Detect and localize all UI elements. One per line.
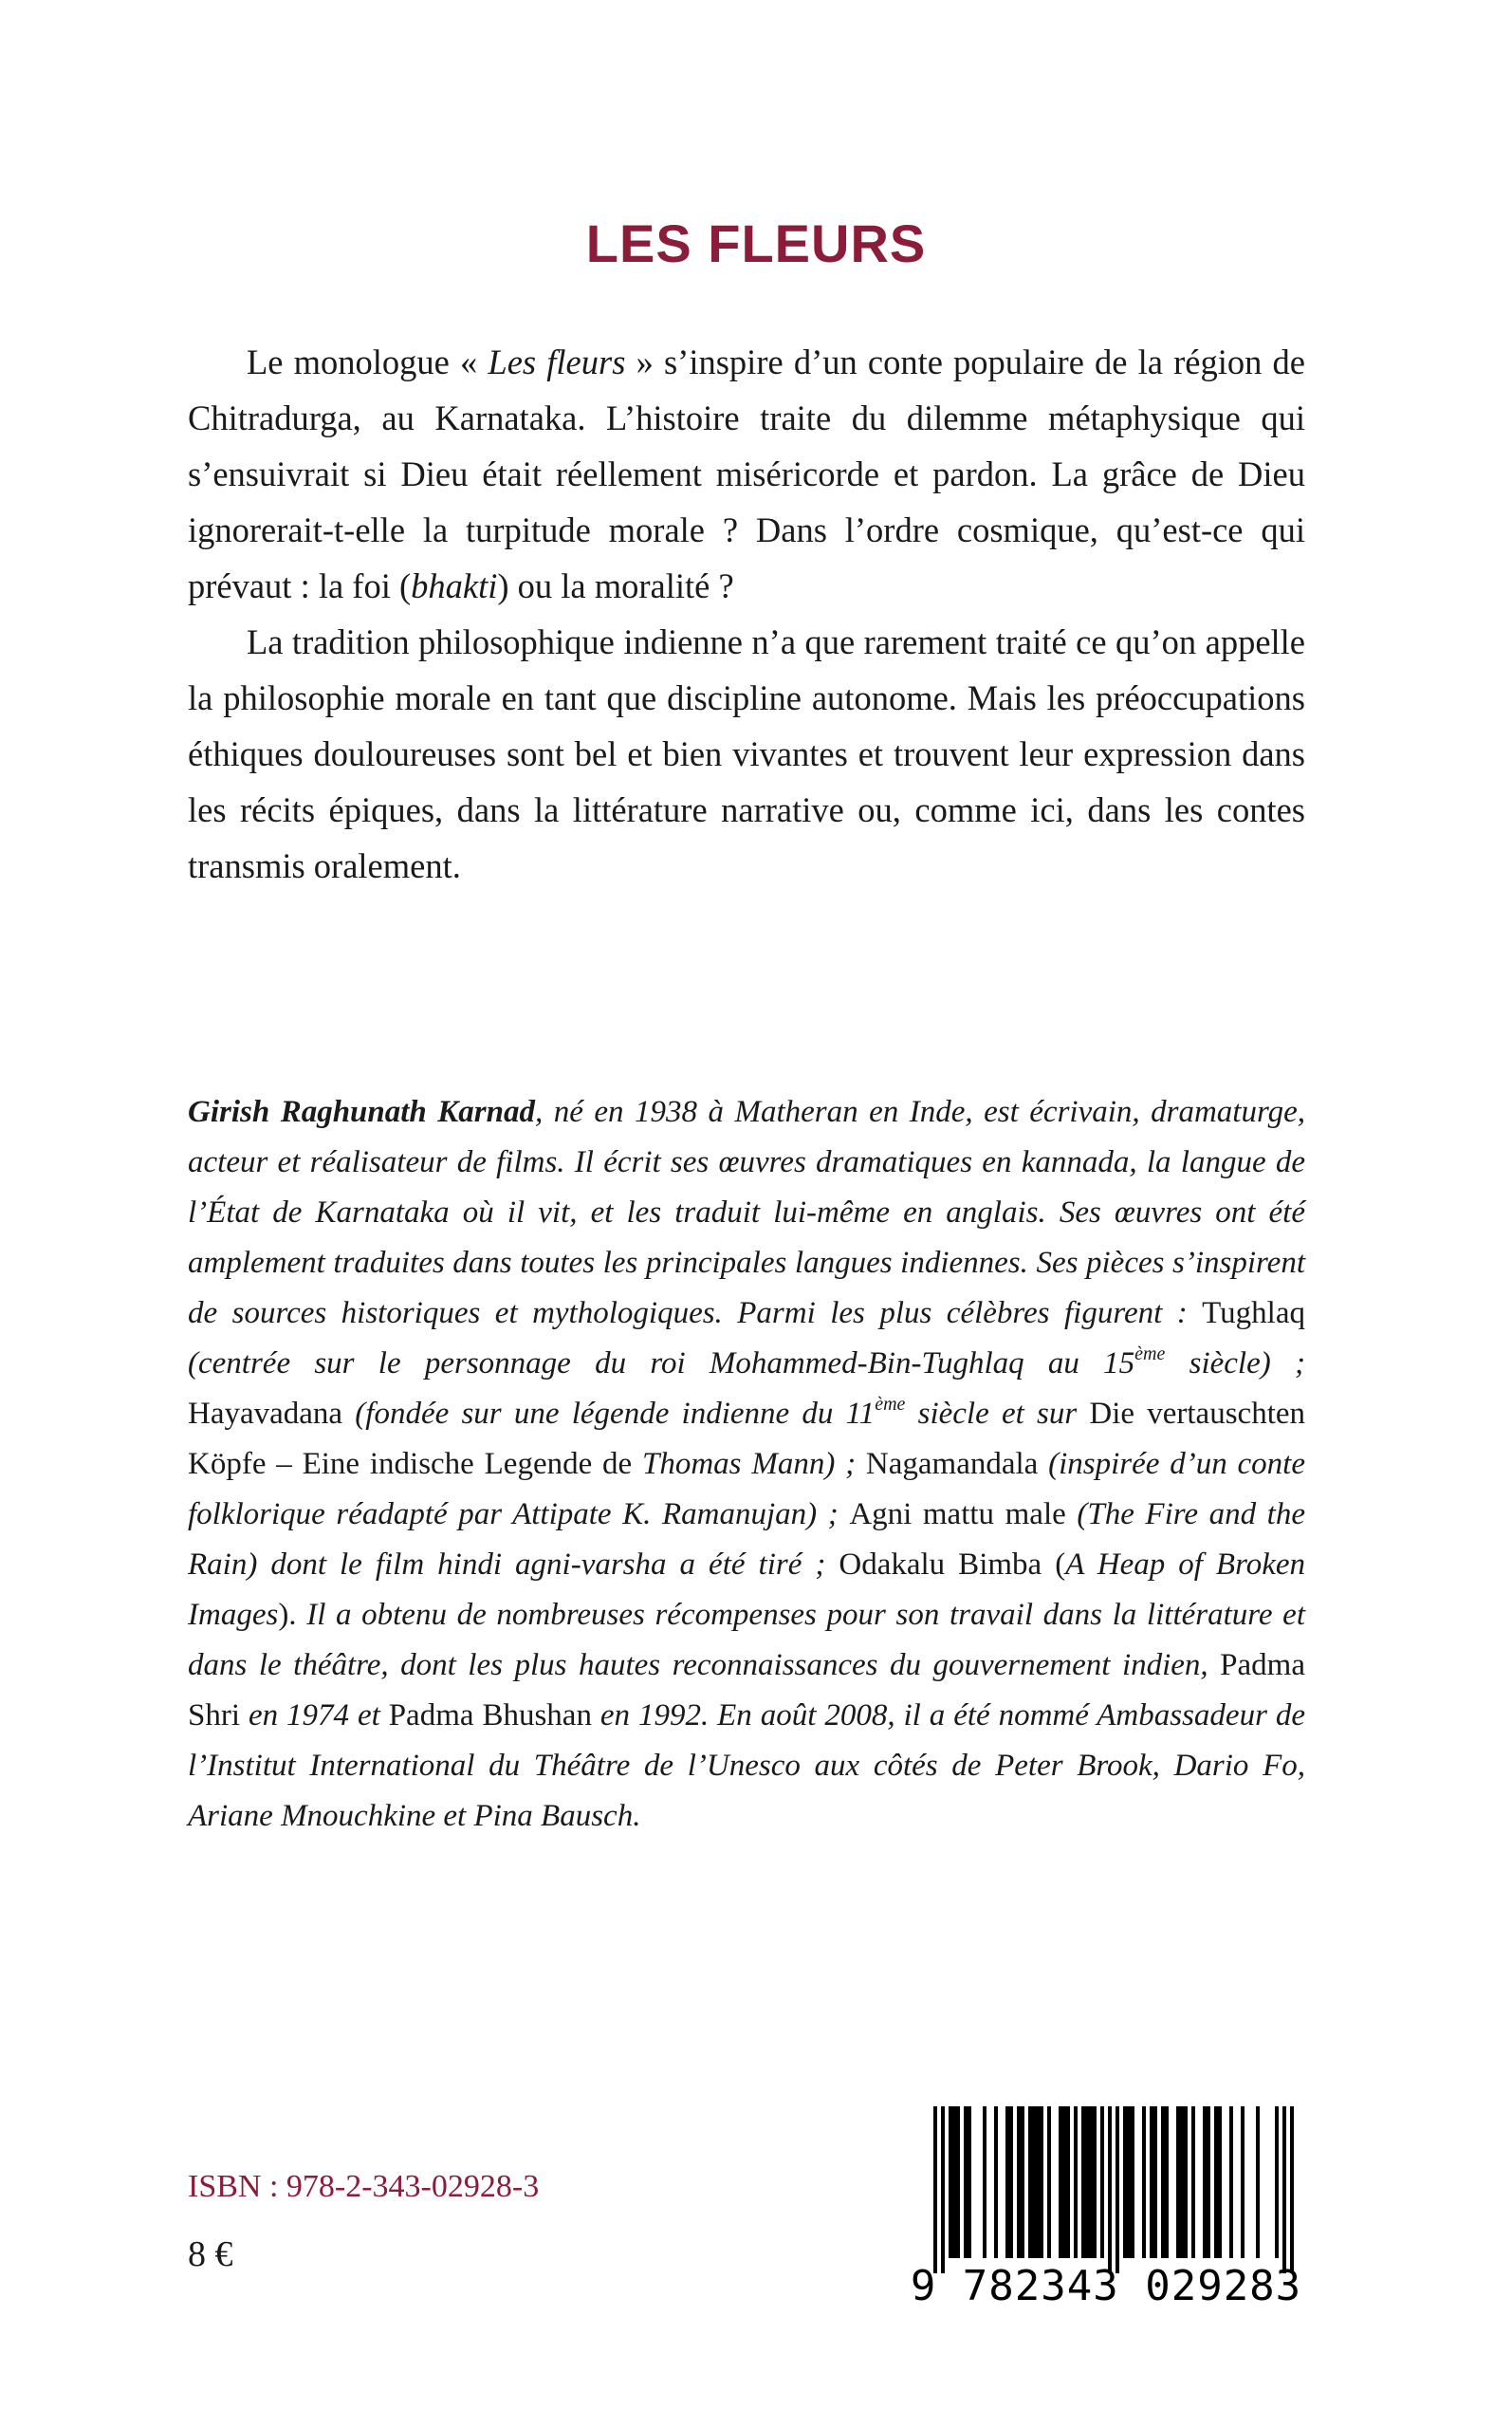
barcode-bar-23 [1214,2106,1222,2258]
work-odakalu-bimba: Odakalu Bimba ( [839,1547,1066,1582]
work-hayavadana: Hayavadana [188,1397,343,1431]
bio-text-11: en 1974 et [240,1698,389,1733]
author-biography [188,1087,1305,1842]
barcode-bar-16 [1123,2106,1134,2258]
barcode-bar-12 [1081,2106,1097,2258]
award-padma-bhushan: Padma Bhushan [388,1698,592,1733]
barcode-bar-8 [1028,2106,1043,2258]
book-title: LES FLEURS [585,213,927,273]
bio-text-1: , né en 1938 à Matheran en Inde, est écrivain, dramaturge, acteur et réalisateur de films. Il écrit ses œuvres dramatiques en kannada, la langue de l’État de Karnataka où il vit, et les traduit lui-même en anglais. Ses œuvres ont été amplement traduites dans toutes les principales langues indiennes. Ses pièces s’inspirent de sources historiques et mythologiques. Parmi les plus célèbres figurent : [188,1095,1305,1330]
price-label: 8 € [188,2234,233,2274]
barcode-bar-6 [1005,2106,1013,2258]
barcode-bar-0 [933,2106,937,2273]
bio-text-5: siècle et sur [905,1397,1090,1431]
barcode-bar-22 [1203,2106,1210,2258]
barcode-bar-5 [994,2106,998,2258]
work-agni-mattu-male: Agni mattu male [849,1497,1066,1531]
barcode-bar-19 [1161,2106,1169,2258]
author-name: Girish Raghunath Karnad [188,1095,535,1129]
barcode [899,2099,1313,2319]
work-tughlaq: Tughlaq [1202,1296,1305,1330]
barcode-bar-18 [1150,2106,1157,2258]
barcode-bar-2 [949,2106,960,2258]
summary-text [188,334,1305,894]
summary-p1-text-c: ) ou la moralité ? [497,566,734,605]
summary-p1-bhakti-italic: bhakti [411,566,498,605]
bio-text-3: siècle) ; [1165,1346,1305,1381]
barcode-bar-7 [1017,2106,1024,2258]
barcode-bar-3 [964,2106,971,2258]
bio-paragraph [188,1087,1305,1842]
barcode-bar-10 [1059,2106,1070,2258]
summary-p1-title-italic: Les fleurs [488,343,626,381]
barcode-bar-29 [1290,2106,1294,2273]
barcode-bar-24 [1229,2106,1233,2258]
barcode-bar-17 [1142,2106,1146,2258]
bio-text-4: (fondée sur une légende indienne du 11 [342,1397,876,1431]
bio-superscript-2: ème [875,1394,906,1415]
barcode-bar-20 [1176,2106,1188,2258]
bio-text-7: (inspirée d’un conte folklorique réadapté par Attipate K. Ramanujan) ; [188,1447,1305,1531]
bio-closing-paren: ). [278,1598,297,1632]
barcode-digits: 9 782343 029283 [910,2262,1302,2310]
barcode-bar-9 [1047,2106,1051,2258]
barcode-bar-13 [1100,2106,1104,2258]
summary-paragraph-1 [188,334,1305,614]
barcode-bar-21 [1191,2106,1195,2258]
barcode-bar-1 [941,2106,945,2273]
barcode-bar-28 [1282,2106,1286,2273]
bio-text-8: (The Fire and the Rain) dont le film hindi agni-varsha a été tiré ; [188,1497,1305,1582]
bio-text-10: Il a obtenu de nombreuses récompenses pour son travail dans la littérature et dans le théâtre, dont les plus hautes reconnaissances du gouvernement indien, [188,1598,1305,1682]
barcode-bar-26 [1256,2106,1260,2258]
barcode-bar-4 [983,2106,986,2258]
barcode-bar-25 [1241,2106,1245,2258]
bio-text-2: (centrée sur le personnage du roi Mohammed-Bin-Tughlaq au 15 [188,1346,1135,1381]
isbn-label: ISBN : 978-2-343-02928-3 [188,2169,540,2204]
summary-p1-text-b: » s’inspire d’un conte populaire de la région de Chitradurga, au Karnataka. L’histoire traite du dilemme métaphysique qui s’ensuivrait si Dieu était réellement miséricorde et pardon. La grâce de Dieu ignorerait-t-elle la turpitude morale ? Dans l’ordre cosmique, qu’est-ce qui prévaut : la foi ( [188,343,1305,605]
barcode-bar-11 [1074,2106,1078,2258]
bio-text-6: Thomas Mann) ; [632,1447,866,1481]
bio-text-9: A Heap of Broken Images [188,1547,1306,1632]
barcode-bar-14 [1108,2106,1112,2273]
work-nagamandala: Nagamandala [865,1447,1039,1481]
barcode-bar-15 [1116,2106,1119,2273]
bio-superscript-1: ème [1134,1343,1166,1364]
summary-p1-text-a: Le monologue « [247,343,489,381]
summary-paragraph-2: La tradition philosophique indienne n’a que rarement traité ce qu’on appelle la philosophie morale en tant que discipline autonome. Mais les préoccupations éthiques douloureuses sont bel et bien vivantes et trouvent leur expression dans les récits épiques, dans la littérature narrative ou, comme ici, dans les contes transmis oralement. [188,622,1305,885]
award-padma-shri: Padma Shri [188,1648,1305,1733]
work-die-vertauschten-kopfe: Die vertauschten Köpfe – Eine indische Legende de [188,1397,1306,1481]
barcode-bar-27 [1275,2106,1279,2258]
bio-text-12: en 1992. En août 2008, il a été nommé Ambassadeur de l’Institut International du Théâtre de l’Unesco aux côtés de Peter Brook, Dario Fo, Ariane Mnouchkine et Pina Bausch. [188,1698,1305,1833]
